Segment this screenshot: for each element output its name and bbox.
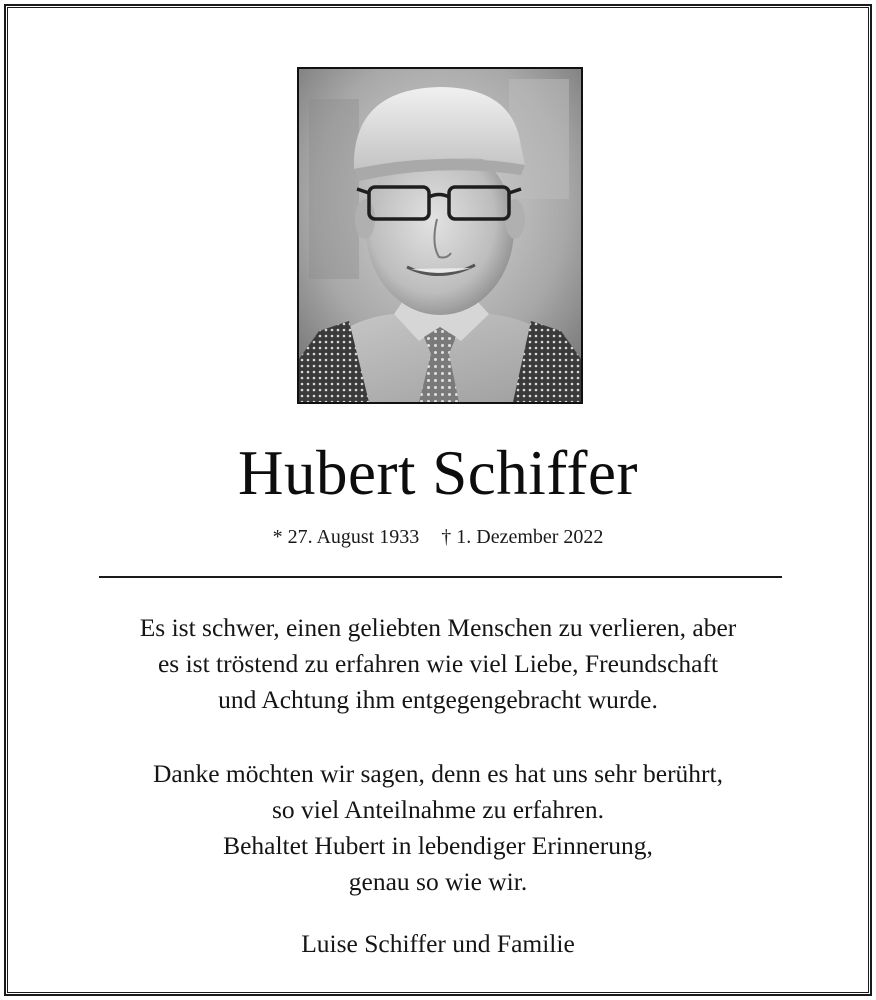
- text-line: so viel Anteilnahme zu erfahren.: [271, 795, 605, 824]
- text-line: Behaltet Hubert in lebendiger Erinnerung,: [223, 831, 653, 860]
- family-signature: Luise Schiffer und Familie: [301, 929, 575, 958]
- condolence-paragraph-1: [0, 610, 876, 718]
- death-date: † 1. Dezember 2022: [441, 526, 604, 548]
- birth-date: * 27. August 1933: [272, 526, 420, 548]
- divider-line: [99, 576, 782, 578]
- portrait-photo: [297, 67, 583, 404]
- text-line: Danke möchten wir sagen, denn es hat uns sehr berührt,: [152, 759, 724, 788]
- text-line: genau so wie wir.: [348, 867, 528, 896]
- text-line: Es ist schwer, einen geliebten Menschen zu verlieren, aber: [139, 613, 737, 642]
- text-line: und Achtung ihm entgegengebracht wurde.: [218, 685, 658, 714]
- portrait-illustration: [299, 69, 581, 402]
- life-dates: [0, 525, 876, 549]
- condolence-paragraph-2: [0, 756, 876, 900]
- text-line: es ist tröstend zu erfahren wie viel Liebe, Freundschaft: [157, 649, 719, 678]
- deceased-name: Hubert Schiffer: [238, 438, 638, 508]
